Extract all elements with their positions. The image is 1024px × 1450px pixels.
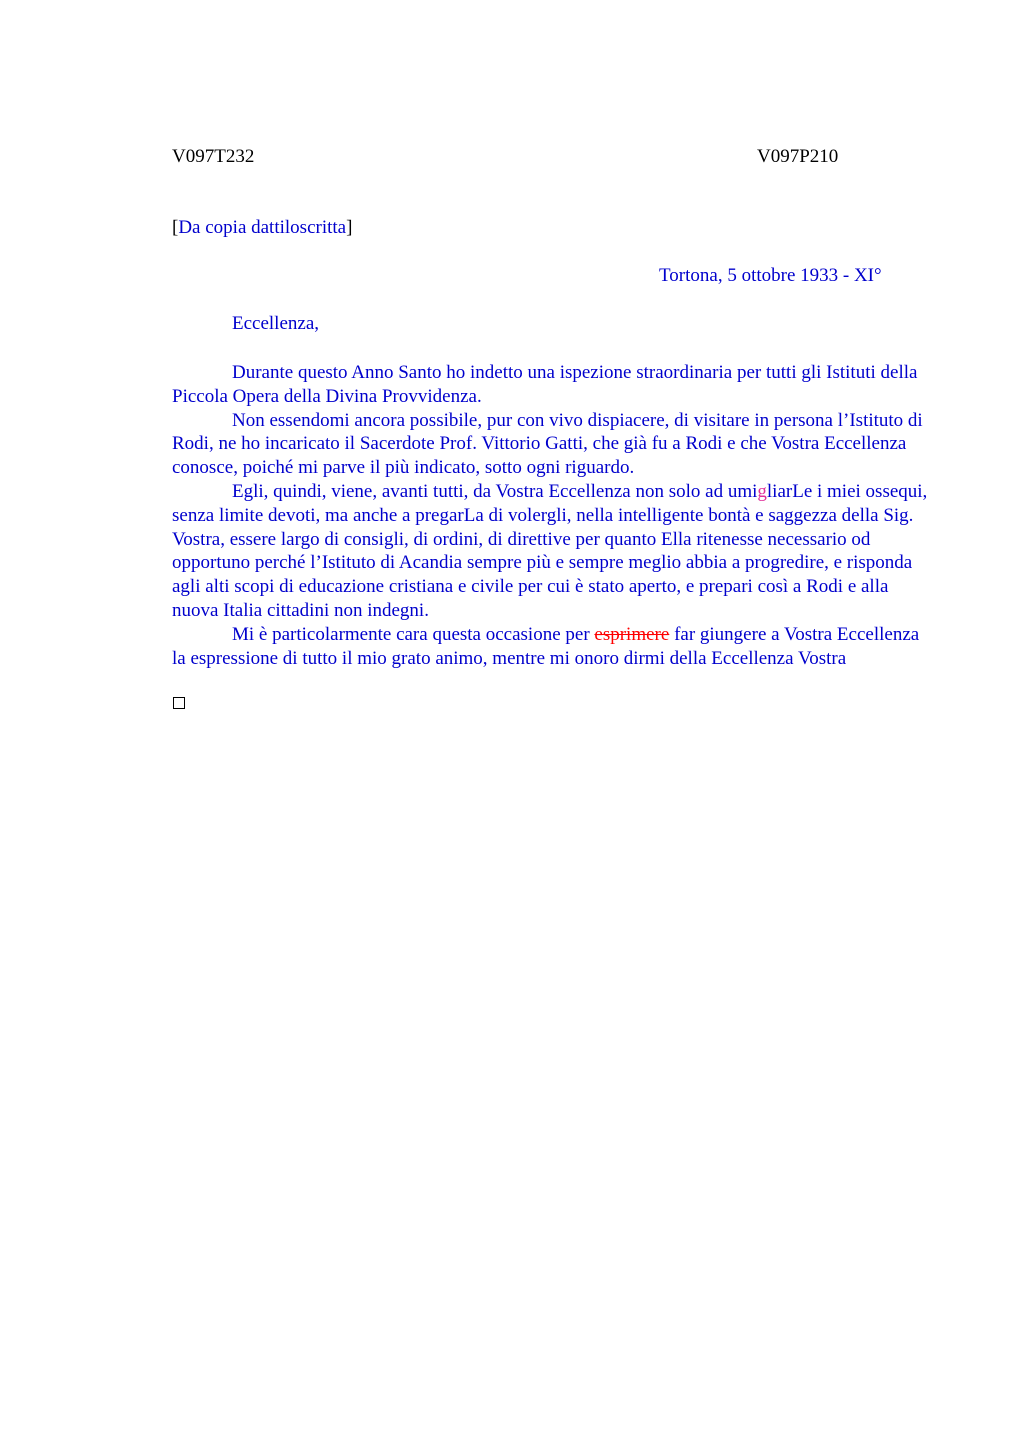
dateline: Tortona, 5 ottobre 1933 - XI° [659, 265, 882, 286]
inserted-letter: g [757, 480, 767, 502]
reference-code-right: V097P210 [757, 146, 839, 167]
source-open-bracket: [ [172, 217, 179, 238]
paragraph-3 [172, 480, 932, 623]
letter-body [172, 361, 932, 670]
paragraph-2: Non essendomi ancora possibile, pur con vivo dispiacere, di visitare in persona l’Istituto di Rodi, ne ho incaricato il Sacerdote Prof. Vittorio Gatti, che già fu a Rodi e che Vostra Eccellenza conosce, poiché mi parve il più indicato, sotto ogni riguardo. [172, 409, 923, 479]
source-note [172, 217, 352, 239]
paragraph-4 [172, 623, 932, 671]
salutation: Eccellenza, [232, 313, 320, 334]
deleted-word: esprimere [594, 623, 670, 645]
paragraph-3-before: Egli, quindi, viene, avanti tutti, da Vostra Eccellenza non solo ad umi [232, 480, 758, 502]
paragraph-4-after: far giungere a Vostra Eccellenza la espressione di tutto il mio grato animo, mentre mi onoro dirmi della Eccellenza Vostra [172, 623, 920, 669]
paragraph-4-before: Mi è particolarmente cara questa occasione per [232, 623, 595, 645]
paragraph-3-after: liarLe i miei ossequi, senza limite devoti, ma anche a pregarLa di volergli, nella intelligente bontà e saggezza della Sig. Vostra, essere largo di consigli, di ordini, di direttive per quanto Ella ritenesse necessario od opportuno perché l’Istituto di Acandia sempre più e sempre meglio abbia a progredire, e risponda agli alti scopi di educazione cristiana e civile per cui è stato aperto, e prepari così a Rodi e alla nuova Italia cittadini non indegni. [172, 480, 928, 621]
source-text: Da copia dattiloscritta [178, 217, 347, 238]
paragraph-1: Durante questo Anno Santo ho indetto una ispezione straordinaria per tutti gli Istituti della Piccola Opera della Divina Provvidenza. [172, 362, 918, 407]
reference-code-left: V097T232 [172, 146, 255, 167]
placeholder-box-icon [173, 697, 185, 709]
source-close-bracket: ] [346, 217, 353, 238]
